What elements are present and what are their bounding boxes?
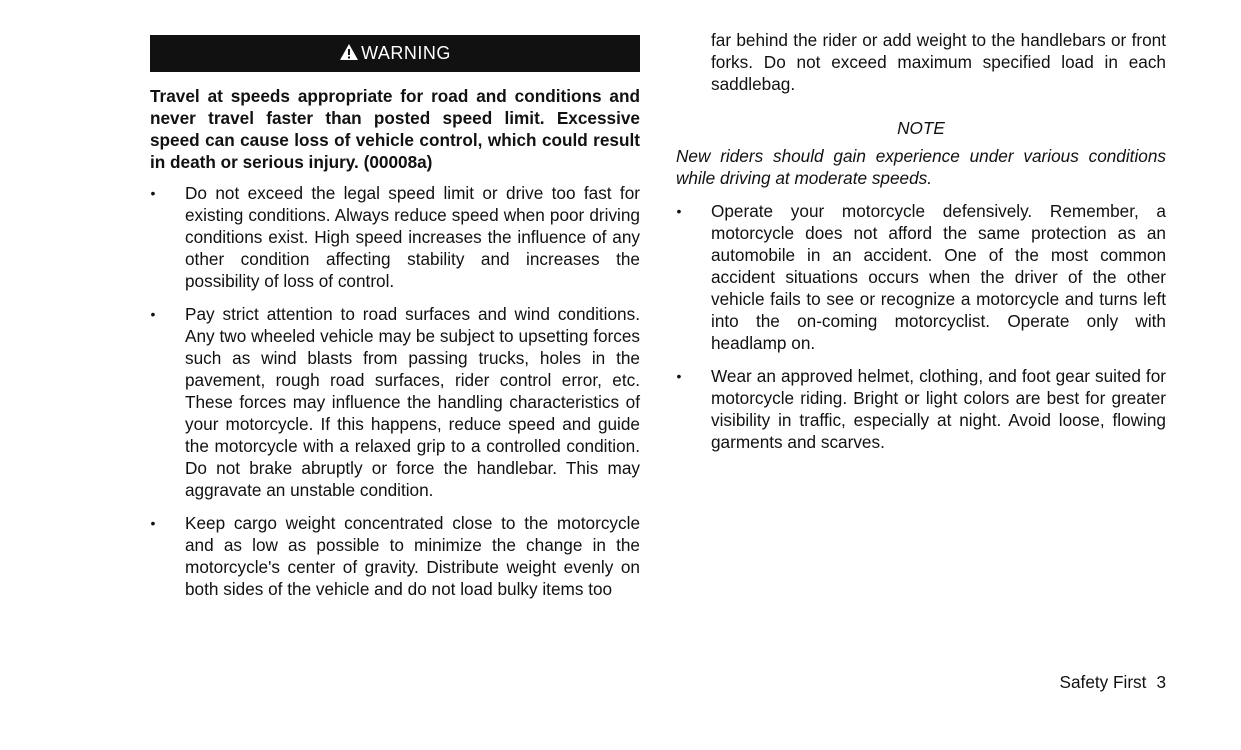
list-item-text: Keep cargo weight concentrated close to the motorcycle and as low as possible to minimize the change in the motorcycle's center of gravity. Distribute weight evenly on both sides of the vehicle and do not load bulky items too xyxy=(185,513,640,599)
bullet-marker: • xyxy=(150,306,156,322)
warning-label: WARNING xyxy=(361,43,451,63)
list-item xyxy=(150,303,640,501)
list-item xyxy=(150,182,640,292)
list-item-text: Do not exceed the legal speed limit or drive too fast for existing conditions. Always reduce speed when poor driving conditions exist. High speed increases the influence of any other condition affecting stability and increases the possibility of loss of control. xyxy=(185,183,640,291)
list-item-text: Wear an approved helmet, clothing, and foot gear suited for motorcycle riding. Bright or light colors are best for greater visibility in traffic, especially at night. Avoid loose, flowing garments and scarves. xyxy=(711,366,1166,452)
warning-lead-text: Travel at speeds appropriate for road and conditions and never travel faster than posted speed limit. Excessive speed can cause loss of vehicle control, which could result in death or serious injury. (00008a) xyxy=(150,86,640,172)
note-heading: NOTE xyxy=(897,118,945,138)
list-item xyxy=(676,365,1166,453)
list-item xyxy=(150,512,640,600)
note-text: New riders should gain experience under various conditions while driving at moderate speeds. xyxy=(676,146,1166,188)
bullet-marker: • xyxy=(150,185,156,201)
right-bullet-list xyxy=(676,200,1166,453)
warning-banner xyxy=(150,35,640,72)
warning-triangle-icon xyxy=(339,43,359,61)
left-bullet-list xyxy=(150,182,640,600)
page-footer xyxy=(1060,671,1166,693)
bullet-marker: • xyxy=(150,515,156,531)
list-item-text: Pay strict attention to road surfaces and wind conditions. Any two wheeled vehicle may be subject to upsetting forces such as wind blasts from passing trucks, holes in the pavement, rough road surfaces, rider control error, etc. These forces may influence the handling characteristics of your motorcycle. If this happens, reduce speed and guide the motorcycle with a relaxed grip to a controlled condition. Do not brake abruptly or force the handlebar. This may aggravate an unstable condition. xyxy=(185,304,640,500)
list-item xyxy=(676,200,1166,354)
bullet-marker: • xyxy=(676,368,682,384)
footer-section-title: Safety First xyxy=(1059,672,1147,692)
page-number: 3 xyxy=(1156,672,1166,692)
list-item-text: Operate your motorcycle defensively. Remember, a motorcycle does not afford the same protection as an automobile in an accident. One of the most common accident situations occurs when the driver of the other vehicle fails to see or recognize a motorcycle and turns left into the on-coming motorcyclist. Operate only with headlamp on. xyxy=(711,201,1166,353)
bullet-marker: • xyxy=(676,203,682,219)
continued-text: far behind the rider or add weight to the handlebars or front forks. Do not exceed maximum specified load in each saddlebag. xyxy=(711,30,1166,94)
